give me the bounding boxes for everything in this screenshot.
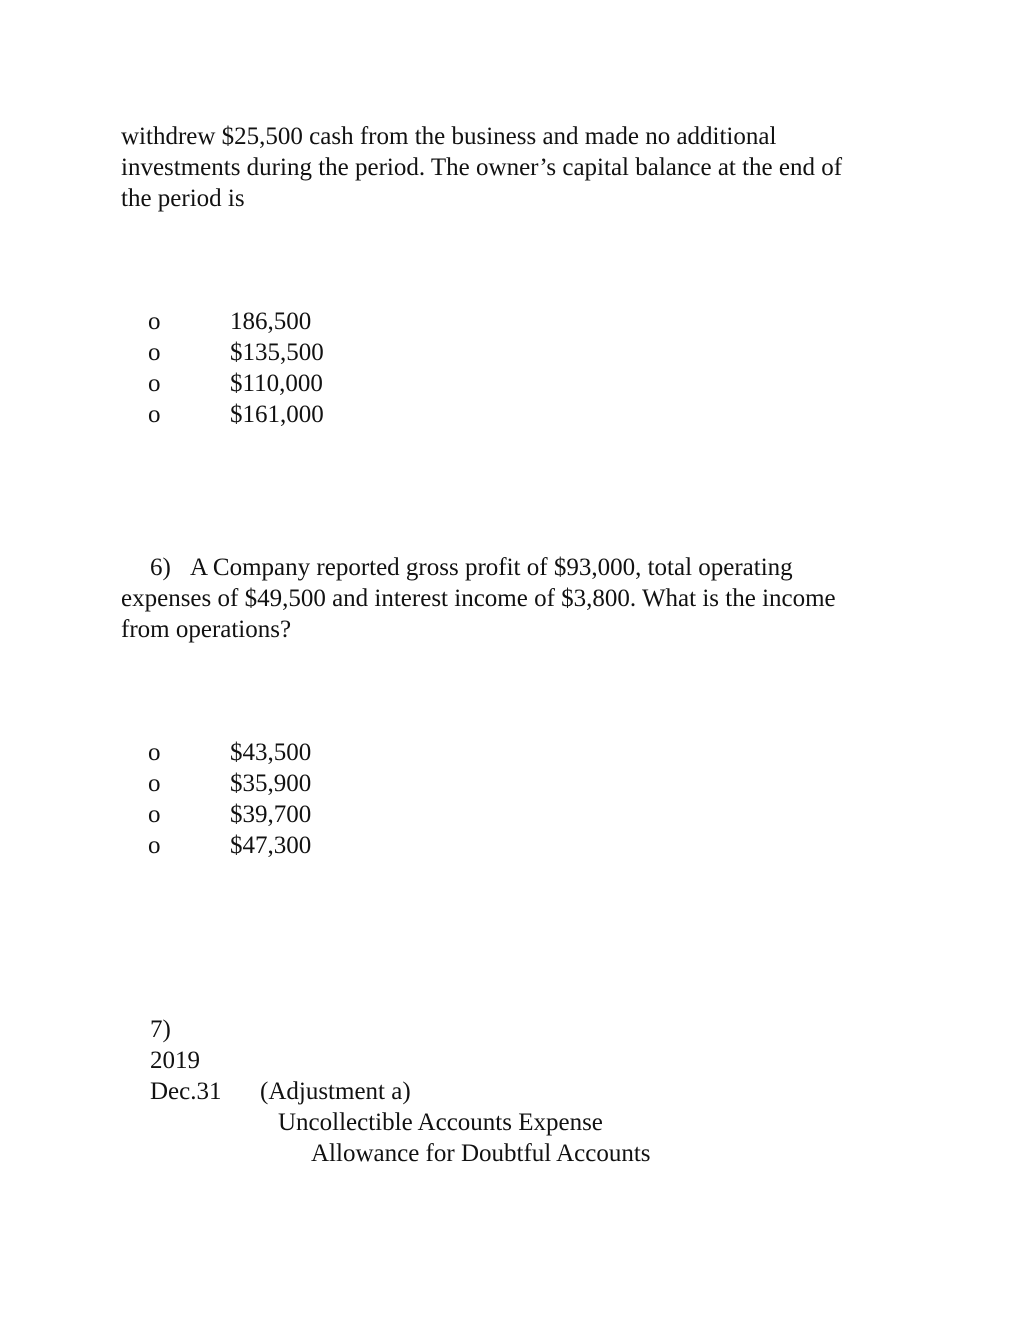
option-bullet: o: [148, 308, 161, 335]
question-number: 6): [150, 554, 171, 581]
q5-option[interactable]: [148, 399, 324, 430]
option-bullet: o: [148, 401, 161, 428]
option-label: $135,500: [230, 339, 324, 366]
option-label: $110,000: [230, 370, 323, 397]
q5-stem-line: the period is: [121, 185, 245, 212]
q6-option[interactable]: [148, 830, 311, 861]
adjustment-label: (Adjustment a): [260, 1078, 411, 1105]
q6-stem-line: 6) A Company reported gross profit of $93,000, total operating: [150, 554, 793, 581]
q5-option[interactable]: [148, 368, 324, 399]
option-bullet: o: [148, 770, 161, 797]
credit-account: Allowance for Doubtful Accounts: [311, 1140, 651, 1167]
q6-options: [148, 737, 311, 861]
option-bullet: o: [148, 801, 161, 828]
q5-option[interactable]: [148, 306, 324, 337]
question-number: 7): [150, 1016, 171, 1043]
q6-option[interactable]: [148, 737, 311, 768]
option-label: $35,900: [230, 770, 312, 797]
option-label: $39,700: [230, 801, 312, 828]
q6-option[interactable]: [148, 768, 311, 799]
q6-option[interactable]: [148, 799, 311, 830]
debit-account: Uncollectible Accounts Expense: [278, 1109, 603, 1136]
q6-stem-line: from operations?: [121, 616, 292, 643]
q5-stem-line: withdrew $25,500 cash from the business and made no additional: [121, 123, 777, 150]
option-label: $161,000: [230, 401, 324, 428]
option-bullet: o: [148, 370, 161, 397]
option-label: 186,500: [230, 308, 312, 335]
journal-date: Dec.31: [150, 1078, 222, 1105]
q5-stem-line: investments during the period. The owner’s capital balance at the end of: [121, 154, 843, 181]
q7-journal-entry: [150, 1014, 651, 1169]
journal-date-row: [150, 1076, 651, 1107]
journal-year: 2019: [150, 1047, 200, 1074]
option-label: $43,500: [230, 739, 312, 766]
option-bullet: o: [148, 339, 161, 366]
option-bullet: o: [148, 832, 161, 859]
q6-stem: [121, 552, 911, 645]
q5-stem: [121, 121, 911, 214]
q5-option[interactable]: [148, 337, 324, 368]
option-bullet: o: [148, 739, 161, 766]
q5-options: [148, 306, 324, 430]
option-label: $47,300: [230, 832, 312, 859]
q6-stem-line: expenses of $49,500 and interest income of $3,800. What is the income: [121, 585, 836, 612]
